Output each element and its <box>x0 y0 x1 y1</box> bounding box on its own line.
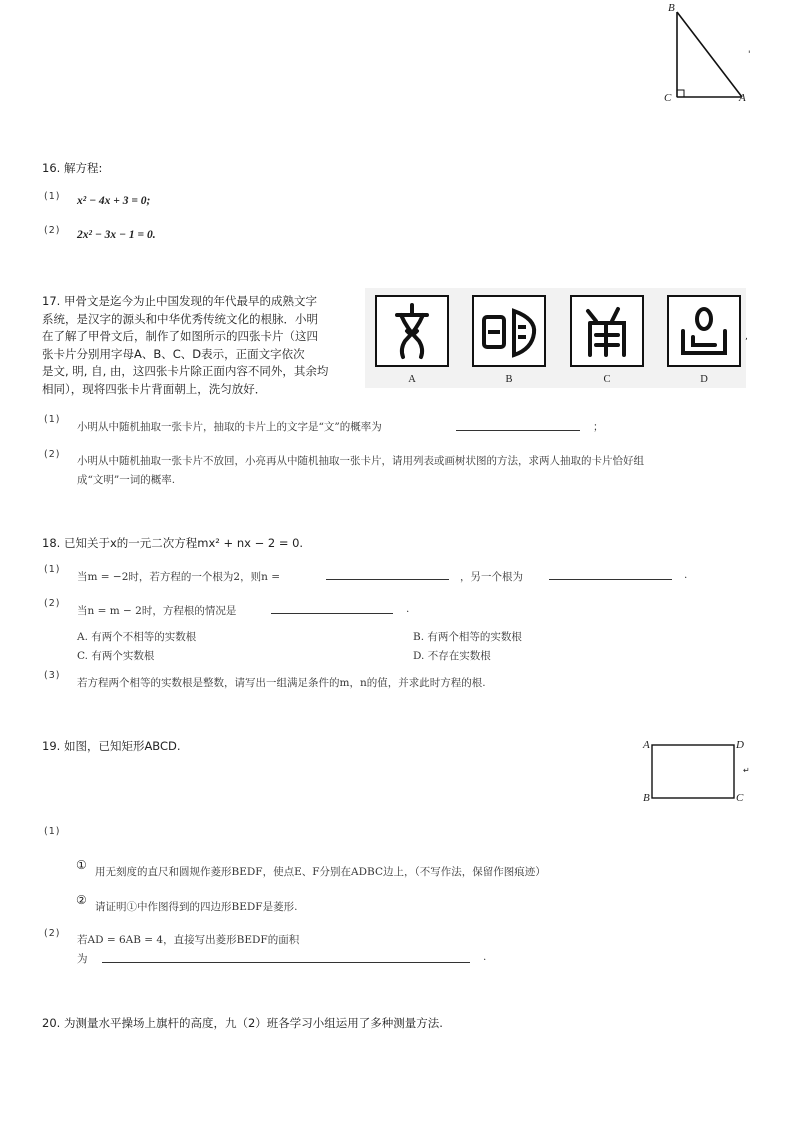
card-ming <box>472 295 546 367</box>
q19-step1-text: 用无刻度的直尺和圆规作菱形BEDF，使点E、F分别在ADBC边上，（不写作法，保留作图痕迹） <box>95 866 546 878</box>
q18-option-c: C. 有两个实数根 <box>77 650 155 662</box>
q17-title <box>42 293 328 399</box>
vertex-label-b: B <box>668 2 675 14</box>
q17-part2-line: 成“文明”一词的概率. <box>77 474 176 486</box>
rect-label-b: B <box>643 792 650 804</box>
q17-answer-blank[interactable] <box>456 420 580 431</box>
q18-part1-text: 当m = −2时，若方程的一个根为2，则n = <box>77 571 280 583</box>
q18-root-blank[interactable] <box>549 569 672 580</box>
q19-part2-text-2: 为 <box>77 953 88 965</box>
q17-title-line: 相同），现将四张卡片背面朝上，洗匀放好． <box>42 381 267 396</box>
q16-equation-2: 2x² − 3x − 1 = 0. <box>77 229 156 241</box>
return-mark: ↵ <box>743 766 750 775</box>
q16-title: 16. 解方程: <box>42 161 103 175</box>
q17-title-line: 系统，是汉字的源头和中华优秀传统文化的根脉．小明 <box>42 311 318 326</box>
q18-part3-number: (3) <box>44 670 61 681</box>
q18-part2-end: . <box>406 603 410 615</box>
oracle-ming-glyph <box>474 297 544 365</box>
q18-option-b: B. 有两个相等的实数根 <box>413 631 522 643</box>
card-wen <box>375 295 449 367</box>
q19-part2-text: 若AD = 6AB = 4，直接写出菱形BEDF的面积 <box>77 934 300 946</box>
q19-area-blank[interactable] <box>102 952 470 963</box>
q19-step2-marker: ② <box>76 893 87 907</box>
rect-label-c: C <box>736 792 744 804</box>
vertex-label-c: C <box>664 92 672 104</box>
q19-part2-end: . <box>483 951 487 963</box>
q17-title-line: 在了解了甲骨文后，制作了如图所示的四张卡片（这四 <box>42 329 318 344</box>
q16-part2-number: (2) <box>44 225 61 236</box>
card-label-d: D <box>700 374 708 385</box>
oracle-zi-glyph <box>572 297 642 365</box>
q18-option-d: D. 不存在实数根 <box>413 650 491 662</box>
q18-part3-text: 若方程两个相等的实数根是整数，请写出一组满足条件的m，n的值，并求此时方程的根. <box>77 677 486 689</box>
card-label-c: C <box>603 374 611 385</box>
q17-part2-number: (2) <box>44 449 61 460</box>
q18-part2-number: (2) <box>44 598 61 609</box>
q17-title-line: 张卡片分别用字母A、B、C、D表示，正面文字依次 <box>42 346 305 361</box>
q17-title-line: 17. 甲骨文是迄今为止中国发现的年代最早的成熟文字 <box>42 294 317 308</box>
q18-part1-number: (1) <box>44 564 61 575</box>
q17-title-line: 是文, 明, 自, 由，这四张卡片除正面内容不同外，其余均 <box>42 364 329 379</box>
q17-part1-end: ； <box>593 421 604 433</box>
q18-title: 18. 已知关于x的一元二次方程mx² + nx − 2 = 0. <box>42 536 304 550</box>
oracle-wen-glyph <box>377 297 447 365</box>
q18-roots-blank[interactable] <box>271 603 393 614</box>
q17-part2-line: 小明从中随机抽取一张卡片不放回，小亮再从中随机抽取一张卡片，请用列表或画树状图的方法，求两人抽取的卡片恰好组 <box>77 455 644 467</box>
q16-part1-number: (1) <box>44 191 61 202</box>
q17-part1-text: 小明从中随机抽取一张卡片，抽取的卡片上的文字是“文”的概率为 <box>77 421 382 433</box>
q16-equation-1: x² − 4x + 3 = 0; <box>77 195 151 207</box>
q18-part2-text: 当n = m − 2时，方程根的情况是 <box>77 605 237 617</box>
q19-part2-number: (2) <box>44 928 61 939</box>
rect-label-d: D <box>736 739 744 751</box>
card-label-a: A <box>408 374 416 385</box>
return-mark: , <box>745 332 748 342</box>
q19-step2-text: 请证明①中作图得到的四边形BEDF是菱形. <box>95 901 298 913</box>
rect-label-a: A <box>643 739 650 751</box>
oracle-you-glyph <box>669 297 739 365</box>
q17-part1-number: (1) <box>44 414 61 425</box>
q18-part1-text-2: ，另一个根为 <box>460 571 523 583</box>
card-zi <box>570 295 644 367</box>
q18-option-a: A. 有两个不相等的实数根 <box>77 631 197 643</box>
q18-part1-end: . <box>684 569 688 581</box>
vertex-label-a: A <box>739 92 746 104</box>
q19-step1-marker: ① <box>76 858 87 872</box>
card-label-b: B <box>505 374 513 385</box>
q20-title: 20. 为测量水平操场上旗杆的高度，九（2）班各学习小组运用了多种测量方法. <box>42 1016 443 1030</box>
q19-part1-number: (1) <box>44 826 61 837</box>
return-mark: ' <box>748 50 751 60</box>
q18-n-blank[interactable] <box>326 569 449 580</box>
card-you <box>667 295 741 367</box>
q19-title: 19. 如图，已知矩形ABCD. <box>42 739 181 753</box>
